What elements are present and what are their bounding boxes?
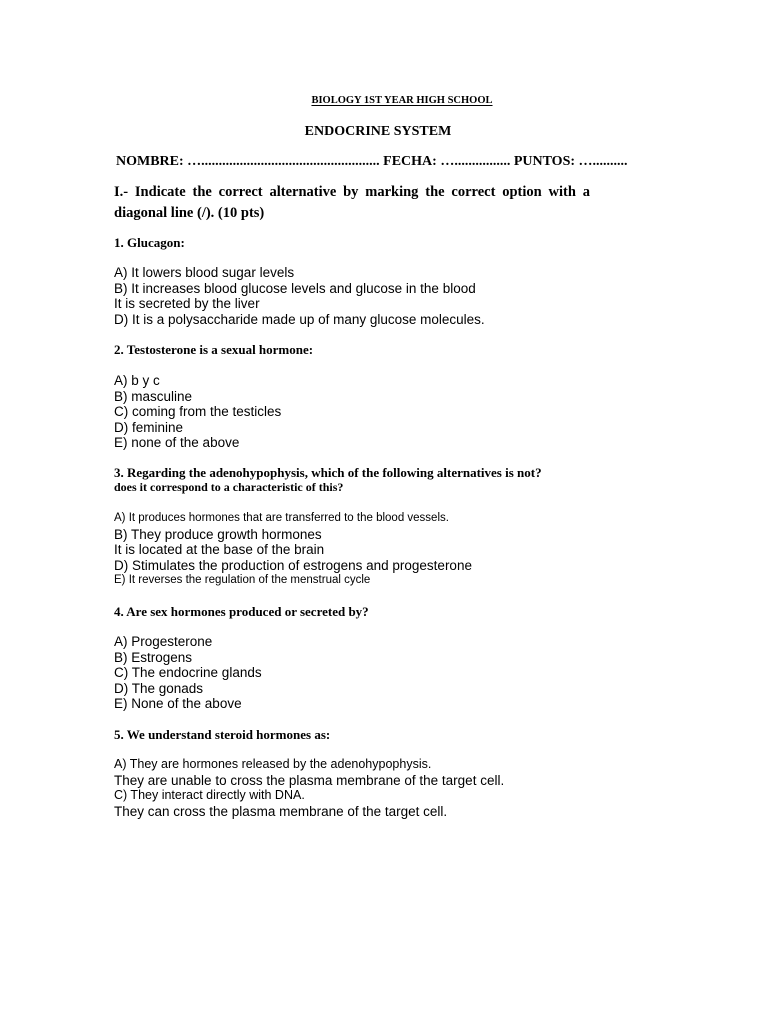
instructions <box>114 182 590 224</box>
question-5-option: They are unable to cross the plasma membrane of the target cell. <box>114 772 505 788</box>
question-3-option: A) It produces hormones that are transferred to the blood vessels. <box>114 512 449 524</box>
question-3-option: It is located at the base of the brain <box>114 542 325 557</box>
question-2-option: E) none of the above <box>114 435 240 450</box>
question-1-option: A) It lowers blood sugar levels <box>114 265 295 280</box>
question-4-prompt: 4. Are sex hormones produced or secreted by? <box>114 604 369 619</box>
question-2-option: B) masculine <box>114 388 193 404</box>
question-1-option: B) It increases blood glucose levels and glucose in the blood <box>114 280 476 296</box>
question-3-option: B) They produce growth hormones <box>114 526 322 542</box>
question-1-options <box>114 265 485 327</box>
question-4-option: E) None of the above <box>114 696 242 711</box>
question-5-option: They can cross the plasma membrane of the target cell. <box>114 803 448 819</box>
page-title: ENDOCRINE SYSTEM <box>304 124 452 139</box>
question-2-prompt: 2. Testosterone is a sexual hormone: <box>114 342 314 357</box>
question-3-option: D) Stimulates the production of estrogens and progesterone <box>114 557 472 573</box>
question-5-option: A) They are hormones released by the adenohypophysis. <box>114 757 432 771</box>
question-2-option: A) b y c <box>114 373 160 388</box>
instructions-line-2: diagonal line (/). (10 pts) <box>114 205 265 221</box>
question-4-options <box>114 634 262 712</box>
question-5-prompt: 5. We understand steroid hormones as: <box>114 727 331 742</box>
question-3-prompt <box>114 465 542 495</box>
course-header-text: BIOLOGY 1ST YEAR HIGH SCHOOL <box>311 95 493 106</box>
question-5-option: C) They interact directly with DNA. <box>114 788 305 802</box>
question-1-option: D) It is a polysaccharide made up of many glucose molecules. <box>114 311 485 327</box>
question-4-option: C) The endocrine glands <box>114 665 262 680</box>
question-2-options <box>114 373 281 451</box>
question-4-option: A) Progesterone <box>114 634 213 649</box>
question-5-options <box>114 757 504 819</box>
question-2-option: C) coming from the testicles <box>114 404 282 419</box>
question-3-options <box>114 511 472 589</box>
question-1-prompt: 1. Glucagon: <box>114 235 185 250</box>
question-4-option: B) Estrogens <box>114 649 193 665</box>
instructions-line-1: I.- Indicate the correct alternative by marking the correct option with a <box>114 184 590 200</box>
question-1-option: It is secreted by the liver <box>114 296 260 311</box>
student-fields-line: NOMBRE: …................................................... FECHA: …................ PUNTOS: ….......... <box>116 154 628 169</box>
question-3-prompt-line-1: 3. Regarding the adenohypophysis, which of the following alternatives is not? <box>114 465 542 480</box>
question-3-option: E) It reverses the regulation of the menstrual cycle <box>114 574 371 586</box>
course-header <box>0 95 768 106</box>
question-2-option: D) feminine <box>114 419 184 435</box>
question-3-prompt-line-2: does it correspond to a characteristic of this? <box>114 480 344 494</box>
question-4-option: D) The gonads <box>114 680 204 696</box>
